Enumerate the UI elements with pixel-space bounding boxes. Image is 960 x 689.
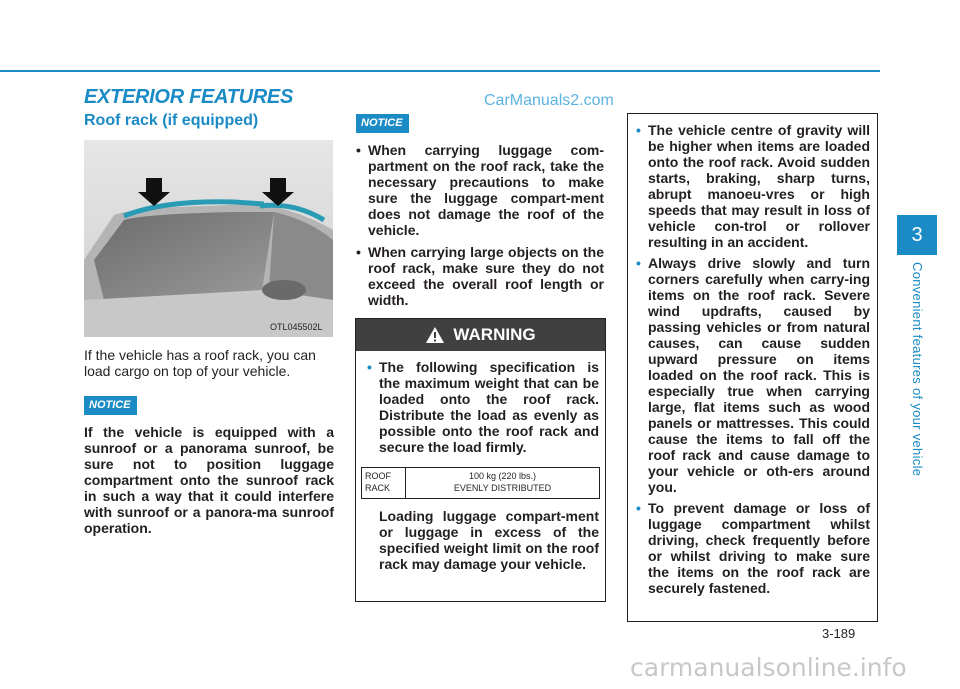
list-item: • To prevent damage or loss of luggage compartment whilst driving, check frequently before or whilst driving to make sure the items on the roof rack are securely fastened. [636, 500, 870, 596]
list-item: • When carrying large objects on the roof rack, make sure they do not exceed the overall roof length or width. [356, 244, 604, 308]
warning-box [355, 318, 606, 602]
spec-table [361, 467, 600, 499]
warning-continued-box [627, 113, 878, 622]
list-item: • The following specification is the maximum weight that can be loaded onto the roof rack. Distribute the load as evenly as possible onto the roof rack and secure the load firmly. [367, 359, 599, 455]
top-rule [0, 70, 880, 72]
image-caption: OTL045502L [270, 322, 323, 332]
sub-heading: Roof rack (if equipped) [84, 112, 259, 129]
watermark-top[interactable]: CarManuals2.com [484, 92, 614, 109]
watermark-bottom[interactable]: carmanualsonline.info [630, 653, 907, 682]
chapter-number-tab[interactable]: 3 [897, 215, 937, 255]
spec-label-cell [362, 468, 406, 498]
page-number: 3-189 [822, 626, 856, 641]
spec-label-line: RACK [365, 483, 391, 493]
intro-text: If the vehicle has a roof rack, you can load cargo on top of your vehicle. [84, 347, 316, 379]
notice-badge-mid: NOTICE [356, 114, 409, 133]
warning-consequence-text: Loading luggage compart-ment or luggage in excess of the specified weight limit on the roof rack may damage your vehicle. [379, 508, 599, 572]
list-item: • The vehicle centre of gravity will be higher when items are loaded onto the roof rack. Avoid sudden starts, braking, sharp turns, abrupt manoeu-vres or high speeds that may result in loss of vehicle con-trol or rollover resulting in an accident. [636, 122, 870, 250]
warning-label: WARNING [453, 325, 536, 344]
chapter-title-text: Convenient features of your vehicle [910, 262, 925, 477]
spec-value-cell [406, 468, 599, 498]
spec-value-line: 100 kg (220 lbs.) [468, 471, 537, 481]
warning-header [356, 319, 605, 351]
section-heading: EXTERIOR FEATURES [84, 86, 293, 108]
chapter-title [900, 262, 934, 502]
spec-value-line: EVENLY DISTRIBUTED [453, 483, 552, 493]
warning-triangle-icon [425, 326, 445, 344]
list-item: • When carrying luggage com-partment on the roof rack, take the necessary precautions to make sure the luggage compart-ment does not damage the roof of the vehicle. [356, 142, 604, 238]
car-roof-rack-photo [84, 140, 333, 337]
warning-list [367, 359, 599, 461]
warning-continued-list [636, 122, 870, 601]
spec-label-line: ROOF [365, 471, 391, 481]
notice-mid-list [356, 142, 604, 314]
notice-left-text: If the vehicle is equipped with a sunroof or a panorama sunroof, be sure not to position luggage compartment onto the sunroof rack in such a way that it could interfere with sunroof or a panora-ma sunroof operation. [84, 424, 334, 536]
list-item: • Always drive slowly and turn corners carefully when carry-ing items on the roof rack. Severe wind updrafts, caused by passing vehicles or from natural causes, can cause sudden upward pressure on items loaded on the roof rack. This is especially true when carrying large, flat items such as wood panels or mattresses. This could cause the items to fall off the roof rack and cause damage to your vehicle or oth-ers around you. [636, 255, 870, 495]
notice-badge-left: NOTICE [84, 396, 137, 415]
